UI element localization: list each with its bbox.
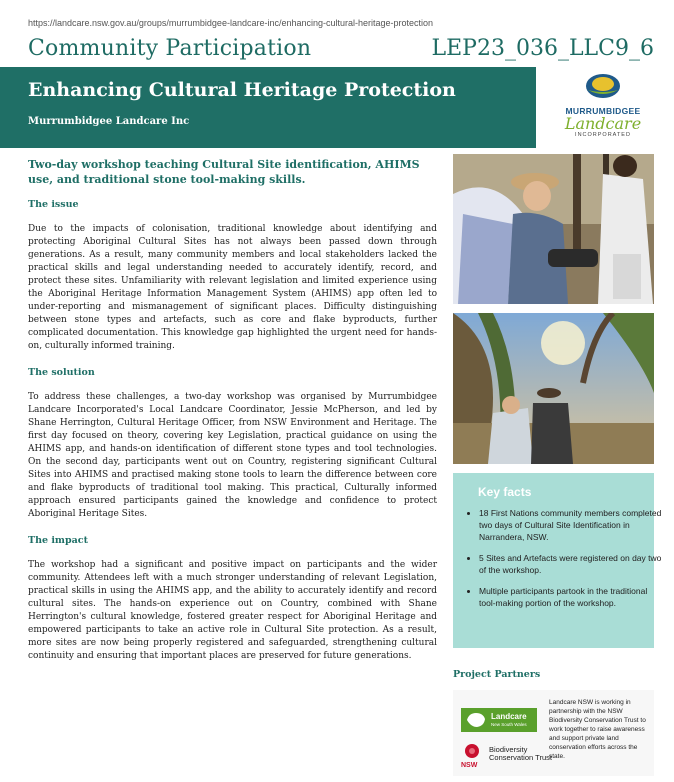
title-banner: [0, 67, 536, 148]
key-fact-item: • Multiple participants partook in the traditional tool-making portion of the workshop.: [479, 585, 664, 609]
page-title: Community Participation: [28, 36, 312, 61]
landcare-nsw-logo: [461, 708, 537, 732]
workshop-photo-participants: [453, 154, 654, 304]
impact-body: The workshop had a significant and positive impact on participants and the wider community. Attendees left with a much stronger understanding of relevant Legislation, practical skills in using the AHIMS app, and the ability to accurately identify and record cultural sites. The hands-on experience out on Country, combined with Shane Herrington's cultural knowledge, fostered greater respect for Aboriginal Heritage and empowered participants to take an active role in Cultural Site protection. As a result, more sites are now being properly registered and safeguarded, strengthening cultural continuity and ensuring that important places are preserved for future generations.: [28, 560, 437, 661]
impact-heading: The impact: [28, 535, 88, 546]
source-url: https://landcare.nsw.gov.au/groups/murrumbidgee-landcare-inc/enhancing-cultural-heritage-protection: [28, 18, 434, 28]
logo-brand: Landcare: [564, 114, 642, 133]
project-code: LEP23_036_LLC9_6: [431, 36, 654, 61]
main-content: [28, 157, 437, 677]
solution-heading: The solution: [28, 367, 95, 378]
key-facts-title: Key facts: [478, 485, 532, 499]
landcare-nsw-sub: New South Wales: [491, 722, 527, 727]
issue-body: Due to the impacts of colonisation, traditional knowledge about identifying and protecting Aboriginal Cultural Sites has not always been passed down through generations. As a result, many community members and local stakeholders lacked the practical skills and legal understanding needed to accurately identify, record, and protect these sites. Unfamiliarity with relevant legislation and limited experience using the Aboriginal Heritage Information Management System (AHIMS) app often led to under-reporting and mismanagement of significant places. Difficulty distinguishing between stone types and artefacts, such as core and flake byproducts, further complicated documentation. This knowledge gap highlighted the urgent need for hands-on, culturally informed training.: [28, 224, 437, 351]
murrumbidgee-landcare-logo: [548, 72, 658, 144]
landcare-nsw-name: Landcare: [491, 712, 527, 721]
logo-sub: INCORPORATED: [575, 132, 631, 138]
key-facts-list: [463, 507, 664, 618]
bct-nsw-label: NSW: [461, 762, 478, 769]
partners-heading: Project Partners: [453, 669, 541, 680]
key-facts-box: [453, 473, 662, 648]
banner-organisation: Murrumbidgee Landcare Inc: [28, 116, 190, 127]
landcare-hands-icon: [584, 72, 622, 100]
partners-box: [453, 690, 654, 776]
bct-logo: [461, 742, 551, 772]
issue-heading: The issue: [28, 199, 79, 210]
partner-note: Landcare NSW is working in partnership with the NSW Biodiversity Conservation Trust to work together to raise awareness and support private land conservation efforts across the state.: [549, 699, 646, 760]
key-fact-item: • 5 Sites and Artefacts were registered on day two of the workshop.: [479, 552, 664, 576]
logo-org: MURRUMBIDGEE: [565, 106, 641, 116]
lead-summary: Two-day workshop teaching Cultural Site identification, AHIMS use, and traditional stone tool-making skills.: [28, 158, 420, 186]
key-fact-item: • 18 First Nations community members completed two days of Cultural Site Identification in Narrandera, NSW.: [479, 507, 664, 543]
solution-body: To address these challenges, a two-day workshop was organised by Murrumbidgee Landcare Incorporated's Local Landcare Coordinator, Jessie McPherson, and led by Shane Herrington, Cultural Heritage Officer, from NSW Environment and Heritage. The first day focused on theory, covering key Legislation, practical guidance on using the AHIMS app, and hands-on identification of different stone types and tool technologies. On the second day, participants went out on Country, registering significant Cultural Sites into AHIMS and practised making stone tools to learn the difference between core and flake byproducts of traditional tool making. This practical, Culturally informed approach ensured participants gained the knowledge and confidence to protect Aboriginal Heritage Sites.: [28, 392, 437, 519]
workshop-photo-on-country: [453, 313, 654, 464]
banner-title: Enhancing Cultural Heritage Protection: [28, 79, 456, 101]
bct-name: Biodiversity Conservation Trust: [489, 745, 552, 762]
waratah-icon: [463, 742, 481, 760]
australia-map-icon: [465, 710, 487, 730]
